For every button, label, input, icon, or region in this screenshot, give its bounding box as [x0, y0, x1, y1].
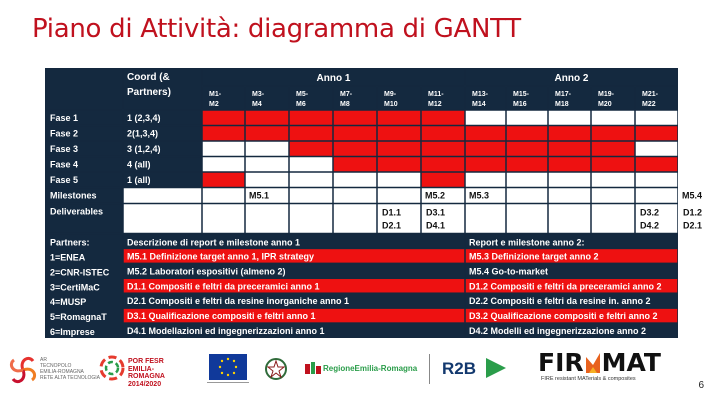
report-year2-item: D2.2 Compositi e feltri da resine in. anno 2 [469, 296, 651, 307]
month-header-line2: M16 [513, 101, 527, 108]
gantt-empty-cell [203, 142, 245, 156]
gantt-table [45, 68, 703, 338]
firemat-flame-icon [584, 352, 602, 372]
month-header-line1: M17- [555, 91, 571, 98]
gantt-empty-cell [290, 173, 333, 187]
gantt-active-cell [507, 142, 548, 156]
svg-text:RETE ALTA TECNOLOGIA: RETE ALTA TECNOLOGIA [40, 375, 101, 381]
milestone-label: M5.2 [425, 190, 446, 201]
gantt-active-cell [203, 126, 245, 140]
partner-item: 4=MUSP [50, 297, 87, 308]
report-year2-item: M5.3 Definizione target anno 2 [469, 251, 599, 262]
partner-item: 6=Imprese [50, 327, 95, 338]
logo-divider [429, 354, 430, 384]
gantt-active-cell [466, 142, 506, 156]
month-header-line1: M13- [472, 91, 488, 98]
milestone-label: M5.4 [682, 190, 703, 201]
partner-item: 5=RomagnaT [50, 312, 107, 323]
gantt-active-cell [636, 157, 678, 171]
gantt-active-cell [246, 111, 289, 125]
month-header-line1: M23- [685, 91, 701, 98]
partner-item: 1=ENEA [50, 252, 86, 263]
gantt-active-cell [203, 111, 245, 125]
month-header-line1: M9- [384, 91, 397, 98]
month-header-line1: M5- [296, 91, 309, 98]
gantt-active-cell [203, 173, 245, 187]
gantt-active-cell [466, 126, 506, 140]
deliverable-label: D1.2 [683, 207, 703, 218]
year2-header: Anno 2 [554, 73, 589, 84]
svg-text:EMILIA-ROMAGNA: EMILIA-ROMAGNA [40, 369, 84, 375]
year1-header: Anno 1 [316, 73, 351, 84]
svg-text:TECNOPOLO: TECNOPOLO [40, 363, 72, 369]
gantt-empty-cell [549, 111, 591, 125]
gantt-active-cell [422, 157, 465, 171]
report-year1-item: M5.2 Laboratori espositivi (almeno 2) [127, 266, 286, 277]
regione-emilia-romagna-logo [303, 350, 418, 388]
gantt-active-cell [290, 111, 333, 125]
gantt-active-cell [378, 157, 421, 171]
gantt-active-cell [592, 126, 635, 140]
gantt-active-cell [378, 142, 421, 156]
gantt-active-cell [592, 157, 635, 171]
report-year2-heading: Report e milestone anno 2: [469, 237, 585, 248]
partners-heading: Partners: [50, 237, 90, 248]
gantt-active-cell [549, 157, 591, 171]
month-header-line2: M18 [555, 101, 569, 108]
report-year1-item: D4.1 Modellazioni ed ingegnerizzazioni anno 1 [127, 326, 325, 337]
month-header-line1: M1- [209, 91, 222, 98]
milestone-cell [636, 188, 678, 203]
gantt-empty-cell [378, 173, 421, 187]
gantt-active-cell [422, 126, 465, 140]
header-corner-cell [46, 69, 123, 110]
month-header-line2: M14 [472, 101, 486, 108]
gantt-empty-cell [636, 173, 678, 187]
month-header-line2: M6 [296, 101, 306, 108]
gantt-empty-cell [592, 173, 635, 187]
gantt-active-cell [422, 173, 465, 187]
deliverables-label: Deliverables [50, 206, 104, 217]
italian-emblem-logo [264, 350, 288, 388]
deliverable-cell [592, 204, 635, 233]
por-fesr-line1: POR FESR [128, 358, 164, 365]
deliverable-cell [290, 204, 333, 233]
report-year1-item: D3.1 Qualificazione compositi e feltri anno 1 [127, 311, 316, 322]
deliverable-label: D1.1 [382, 207, 402, 218]
gantt-active-cell [334, 111, 377, 125]
gantt-empty-cell [290, 157, 333, 171]
deliverable-cell [334, 204, 377, 233]
deliverable-cell [246, 204, 289, 233]
phase-name: Fase 5 [50, 175, 79, 185]
partner-item: 2=CNR-ISTEC [50, 267, 110, 278]
por-fesr-line2: EMILIA-ROMAGNA [128, 365, 165, 381]
por-fesr-line3: 2014/2020 [128, 381, 162, 389]
phase-name: Fase 4 [50, 159, 79, 170]
gantt-empty-cell [466, 173, 506, 187]
phase-coord: 1 (all) [127, 175, 151, 185]
gantt-empty-cell [592, 111, 635, 125]
agency-swirl-logo [6, 350, 101, 388]
phase-name: Fase 1 [50, 113, 79, 123]
month-header-line2: M22 [642, 101, 656, 108]
gantt-active-cell [378, 111, 421, 125]
gantt-empty-cell [636, 142, 678, 156]
deliverable-label: D3.1 [426, 207, 446, 218]
month-header-line2: M12 [428, 101, 442, 108]
firemat-word-part2: MAT [601, 348, 661, 377]
gantt-active-cell [334, 157, 377, 171]
month-header-line1: M3- [252, 91, 265, 98]
deliverable-cell [507, 204, 548, 233]
gantt-empty-cell [203, 157, 245, 171]
phase-name: Fase 3 [50, 144, 79, 154]
month-header-line1: M11- [428, 91, 444, 98]
milestone-cell [592, 188, 635, 203]
month-header-line2: M2 [209, 101, 219, 108]
gantt-active-cell [466, 157, 506, 171]
gantt-empty-cell [246, 173, 289, 187]
milestones-label: Milestones [50, 190, 97, 201]
deliverable-cell [549, 204, 591, 233]
deliverable-cell [203, 204, 245, 233]
month-header-line2: M8 [340, 101, 350, 108]
month-header-line2: M4 [252, 101, 262, 108]
gantt-active-cell [334, 142, 377, 156]
report-year1-item: D1.1 Compositi e feltri da preceramici anno 1 [127, 281, 320, 292]
svg-text:AR: AR [40, 357, 47, 363]
gantt-active-cell [290, 126, 333, 140]
gantt-active-cell [334, 126, 377, 140]
coord-header-line2: Partners) [127, 87, 171, 98]
deliverable-label: D4.2 [640, 220, 660, 231]
gantt-empty-cell [636, 111, 678, 125]
month-header-line2: M20 [598, 101, 612, 108]
gantt-active-cell [246, 126, 289, 140]
month-header-line1: M19- [598, 91, 614, 98]
gantt-chart [45, 68, 703, 338]
gantt-active-cell [422, 111, 465, 125]
gantt-active-cell [507, 157, 548, 171]
milestones-coord-cell [124, 188, 202, 203]
logo-bar [0, 350, 720, 390]
firemat-tagline: FIRE resistant MATerials & composites [541, 376, 636, 382]
firemat-word-part1: FIR [538, 348, 584, 377]
gantt-empty-cell [246, 142, 289, 156]
phase-coord: 3 (1,2,4) [127, 144, 161, 154]
por-fesr-logo [98, 350, 188, 388]
gantt-empty-cell [334, 173, 377, 187]
report-year2-item: D3.2 Qualificazione compositi e feltri anno 2 [469, 311, 658, 322]
month-header-line1: M21- [642, 91, 658, 98]
deliverable-label: D2.1 [683, 220, 703, 231]
month-header-line2: M24 [685, 101, 699, 108]
gantt-active-cell [290, 142, 333, 156]
gantt-active-cell [549, 142, 591, 156]
page-number: 6 [698, 380, 704, 391]
gantt-empty-cell [507, 111, 548, 125]
milestone-cell [290, 188, 333, 203]
deliverable-cell [466, 204, 506, 233]
month-header-line1: M7- [340, 91, 353, 98]
milestone-cell [549, 188, 591, 203]
gantt-active-cell [422, 142, 465, 156]
milestone-cell [507, 188, 548, 203]
gantt-empty-cell [549, 173, 591, 187]
month-header-line1: M15- [513, 91, 529, 98]
milestone-cell [334, 188, 377, 203]
month-header-line2: M10 [384, 101, 398, 108]
regione-label: RegioneEmilia-Romagna [323, 364, 418, 373]
phase-name: Fase 2 [50, 128, 79, 139]
milestone-cell [378, 188, 421, 203]
report-year1-item: D2.1 Compositi e feltri da resine inorganiche anno 1 [127, 296, 350, 307]
eu-flag-logo [205, 350, 255, 388]
deliverable-label: D4.1 [426, 220, 446, 231]
gantt-active-cell [549, 126, 591, 140]
coord-header-line1: Coord (& [127, 72, 170, 83]
phase-coord: 1 (2,3,4) [127, 113, 161, 123]
gantt-empty-cell [466, 111, 506, 125]
r2b-logo [442, 350, 512, 388]
report-year2-item: D1.2 Compositi e feltri da preceramici anno 2 [469, 281, 662, 292]
milestone-cell [203, 188, 245, 203]
report-year1-heading: Descrizione di report e milestone anno 1 [127, 237, 301, 248]
slide-title: Piano di Attività: diagramma di GANTT [32, 14, 521, 44]
report-year2-item: D4.2 Modelli ed ingegnerizzazione anno 2 [469, 326, 647, 337]
r2b-label: R2B [442, 359, 477, 378]
gantt-active-cell [636, 126, 678, 140]
phase-coord: 2(1,3,4) [127, 128, 159, 139]
gantt-active-cell [378, 126, 421, 140]
report-year1-item: M5.1 Definizione target anno 1, IPR strategy [127, 251, 315, 262]
firemat-logo [538, 350, 688, 388]
gantt-empty-cell [507, 173, 548, 187]
phase-coord: 4 (all) [127, 159, 151, 170]
milestone-label: M5.3 [469, 190, 490, 201]
deliverable-label: D3.2 [640, 207, 660, 218]
gantt-active-cell [507, 126, 548, 140]
gantt-empty-cell [246, 157, 289, 171]
deliverables-coord-cell [124, 204, 202, 233]
partner-item: 3=CertiMaC [50, 282, 100, 293]
deliverable-label: D2.1 [382, 220, 402, 231]
gantt-active-cell [592, 142, 635, 156]
milestone-label: M5.1 [249, 190, 270, 201]
report-year2-item: M5.4 Go-to-market [469, 266, 549, 277]
